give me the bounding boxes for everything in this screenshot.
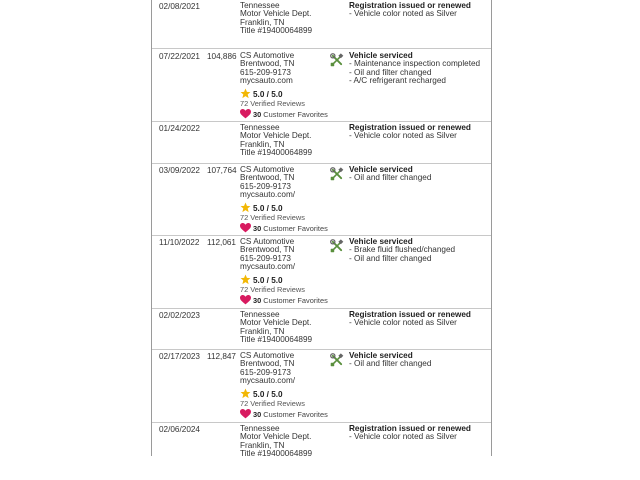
source-line: Title #19400064899: [240, 26, 313, 36]
source-line: Brentwood, TN: [240, 359, 295, 369]
history-row: [152, 308, 491, 350]
odometer-reading: 112,847: [207, 352, 236, 361]
source-line: 615-209-9173: [240, 181, 291, 191]
source-line: Franklin, TN: [240, 17, 285, 27]
history-row: [152, 49, 491, 122]
source-line: Tennessee: [240, 123, 280, 132]
source-line: Tennessee: [240, 310, 280, 319]
source-line: Brentwood, TN: [240, 59, 295, 69]
source-line: Motor Vehicle Dept.: [240, 131, 312, 141]
source-line: Motor Vehicle Dept.: [240, 9, 312, 19]
source-line: CS Automotive: [240, 237, 295, 246]
source-info: [240, 238, 332, 306]
customer-favorites: [240, 223, 332, 233]
star-icon: [240, 88, 251, 99]
source-info: [240, 425, 332, 456]
source-line: Brentwood, TN: [240, 173, 295, 183]
record-date: 07/22/2021: [159, 52, 200, 61]
source-website-link[interactable]: mycsauto.com: [240, 76, 293, 86]
wrench-screwdriver-icon: [330, 53, 344, 67]
event-detail: - Vehicle color noted as Silver: [349, 318, 457, 328]
event-detail: - Vehicle color noted as Silver: [349, 432, 457, 442]
record-date: 11/10/2022: [159, 238, 200, 247]
source-line: Tennessee: [240, 1, 280, 10]
event-detail: - Maintenance inspection completed: [349, 59, 481, 69]
favorites-label: Customer Favorites: [263, 110, 328, 120]
event-description: [349, 238, 489, 263]
source-line: Title #19400064899: [240, 449, 313, 456]
event-title: Vehicle serviced: [349, 351, 413, 360]
event-detail: - Vehicle color noted as Silver: [349, 9, 457, 19]
customer-favorites: [240, 109, 332, 119]
record-date: 02/06/2024: [159, 425, 200, 434]
event-detail: - Vehicle color noted as Silver: [349, 131, 457, 141]
event-detail: - A/C refrigerant recharged: [349, 76, 446, 86]
favorites-count: 30: [253, 110, 262, 120]
history-row: [152, 235, 491, 309]
odometer-reading: 107,764: [207, 166, 237, 175]
odometer-reading: 104,886: [207, 52, 237, 61]
heart-icon: [240, 409, 251, 419]
favorites-label: Customer Favorites: [263, 296, 328, 306]
source-line: Brentwood, TN: [240, 245, 295, 255]
history-row: [152, 121, 491, 164]
source-website-link[interactable]: mycsauto.com/: [240, 376, 296, 386]
history-row: [152, 163, 491, 236]
record-date: 02/17/2023: [159, 352, 200, 361]
event-description: [349, 2, 489, 19]
rating-score: [240, 202, 332, 213]
source-line: Tennessee: [240, 424, 280, 433]
source-line: Motor Vehicle Dept.: [240, 432, 312, 442]
source-website-link[interactable]: mycsauto.com/: [240, 262, 296, 272]
event-title: Registration issued or renewed: [349, 310, 471, 319]
rating-score: [240, 274, 332, 285]
odometer-reading: 112,061: [207, 238, 236, 247]
star-icon: [240, 202, 251, 213]
source-line: Title #19400064899: [240, 148, 313, 158]
source-line: CS Automotive: [240, 165, 295, 174]
source-line: Franklin, TN: [240, 326, 285, 336]
event-description: [349, 124, 489, 141]
rating-score-value: 5.0 / 5.0: [253, 203, 283, 213]
wrench-screwdriver-icon: [330, 239, 344, 253]
favorites-count: 30: [253, 410, 262, 420]
event-detail: - Oil and filter changed: [349, 253, 432, 263]
history-row: [152, 422, 491, 456]
source-line: 615-209-9173: [240, 367, 291, 377]
source-line: CS Automotive: [240, 351, 295, 360]
event-description: [349, 425, 489, 442]
rating-score-value: 5.0 / 5.0: [253, 389, 283, 399]
record-date: 02/02/2023: [159, 311, 200, 320]
record-date: 02/08/2021: [159, 2, 200, 11]
vehicle-history-table: [151, 0, 492, 456]
verified-reviews[interactable]: 72 Verified Reviews: [240, 399, 305, 409]
favorites-count: 30: [253, 296, 262, 306]
customer-favorites: [240, 295, 332, 305]
event-title: Registration issued or renewed: [349, 1, 471, 10]
event-title: Registration issued or renewed: [349, 424, 471, 433]
source-website-link[interactable]: mycsauto.com/: [240, 190, 296, 200]
favorites-count: 30: [253, 224, 262, 234]
source-line: 615-209-9173: [240, 67, 291, 77]
source-info: [240, 311, 332, 345]
event-detail: - Oil and filter changed: [349, 67, 432, 77]
rating-score: [240, 388, 332, 399]
wrench-screwdriver-icon: [330, 353, 344, 367]
source-line: CS Automotive: [240, 51, 295, 60]
record-date: 03/09/2022: [159, 166, 200, 175]
event-detail: - Oil and filter changed: [349, 359, 432, 369]
source-line: Franklin, TN: [240, 440, 285, 450]
event-title: Vehicle serviced: [349, 51, 413, 60]
star-icon: [240, 388, 251, 399]
heart-icon: [240, 223, 251, 233]
source-line: Franklin, TN: [240, 139, 285, 149]
history-row: [152, 0, 491, 49]
verified-reviews[interactable]: 72 Verified Reviews: [240, 99, 305, 109]
source-info: [240, 352, 332, 420]
star-icon: [240, 274, 251, 285]
source-info: [240, 166, 332, 234]
source-line: Motor Vehicle Dept.: [240, 318, 312, 328]
favorites-label: Customer Favorites: [263, 410, 328, 420]
event-title: Vehicle serviced: [349, 165, 413, 174]
event-description: [349, 166, 489, 183]
heart-icon: [240, 295, 251, 305]
rating-score: [240, 88, 332, 99]
heart-icon: [240, 109, 251, 119]
rating-score-value: 5.0 / 5.0: [253, 89, 283, 99]
source-info: [240, 2, 332, 36]
event-title: Vehicle serviced: [349, 237, 413, 246]
source-line: 615-209-9173: [240, 253, 291, 263]
event-description: [349, 352, 489, 369]
history-row: [152, 349, 491, 423]
event-detail: - Brake fluid flushed/changed: [349, 245, 456, 255]
customer-favorites: [240, 409, 332, 419]
event-description: [349, 311, 489, 328]
record-date: 01/24/2022: [159, 124, 200, 133]
verified-reviews[interactable]: 72 Verified Reviews: [240, 213, 305, 223]
source-info: [240, 52, 332, 120]
verified-reviews[interactable]: 72 Verified Reviews: [240, 285, 305, 295]
source-info: [240, 124, 332, 158]
favorites-label: Customer Favorites: [263, 224, 328, 234]
event-description: [349, 52, 489, 86]
wrench-screwdriver-icon: [330, 167, 344, 181]
event-title: Registration issued or renewed: [349, 123, 471, 132]
event-detail: - Oil and filter changed: [349, 173, 432, 183]
source-line: Title #19400064899: [240, 335, 313, 345]
rating-score-value: 5.0 / 5.0: [253, 275, 283, 285]
